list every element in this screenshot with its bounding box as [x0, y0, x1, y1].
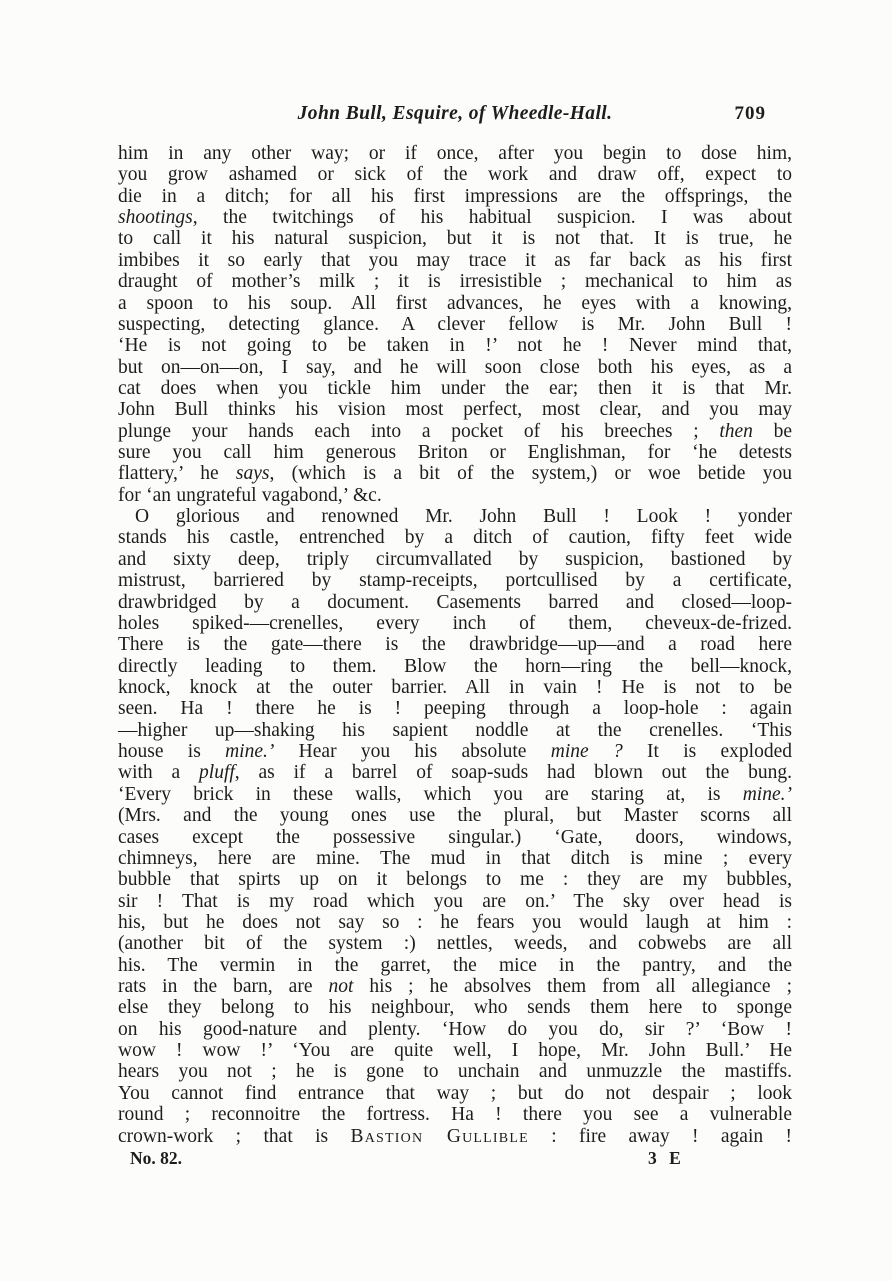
body-text-segment: It is exploded	[622, 741, 792, 763]
text-line	[118, 314, 792, 335]
italic-text: not	[328, 976, 354, 998]
text-line	[118, 1083, 792, 1104]
text-line	[118, 784, 792, 805]
body-text-segment: but on—on—on, I say, and he will soon close both his eyes, as a	[118, 356, 792, 378]
text-line	[118, 399, 792, 420]
text-line	[118, 891, 792, 912]
text-line	[118, 741, 792, 762]
page-body-text	[118, 143, 792, 1147]
body-text-segment: him in any other way; or if once, after you begin to dose him,	[118, 143, 792, 164]
body-text-segment: hears you not ; he is gone to unchain and unmuzzle the mastiffs.	[118, 1061, 792, 1083]
body-text-segment: with a	[118, 762, 200, 784]
body-text-segment: chimneys, here are mine. The mud in that ditch is mine ; every	[118, 847, 792, 869]
text-line	[118, 207, 792, 228]
text-line	[118, 186, 792, 207]
body-text-segment: suspecting, detecting glance. A clever fellow is Mr. John Bull !	[118, 313, 792, 335]
text-line	[118, 143, 792, 164]
italic-text: mine.’	[742, 783, 792, 805]
text-line	[118, 570, 792, 591]
body-text-segment: to call it his natural suspicion, but it is not that. It is true, he	[118, 228, 792, 250]
text-line	[118, 805, 792, 826]
text-line	[118, 485, 792, 506]
text-line	[118, 442, 792, 463]
text-line	[118, 1126, 792, 1147]
body-text-segment: on his good-nature and plenty. ‘How do you do, sir ?’ ‘Bow !	[118, 1018, 792, 1040]
text-line	[118, 293, 792, 314]
body-text-segment: round ; reconnoitre the fortress. Ha ! there you see a vulnerable	[118, 1104, 792, 1126]
body-text-segment: —higher up—shaking his sapient noddle at the crenelles. ‘This	[118, 719, 792, 741]
body-text-segment: O glorious and renowned Mr. John Bull ! Look ! yonder	[135, 506, 792, 528]
body-text-segment: knock, knock at the outer barrier. All in vain ! He is not to be	[118, 676, 792, 698]
text-block	[118, 103, 792, 1147]
body-text-segment: : fire away ! again !	[528, 1125, 792, 1147]
body-text-segment: ‘Every brick in these walls, which you are staring at, is	[118, 783, 743, 805]
body-text-segment: you grow ashamed or sick of the work and draw off, expect to	[118, 164, 792, 186]
body-text-segment: ‘He is not going to be taken in !’ not he ! Never mind that,	[118, 335, 792, 357]
text-line	[118, 720, 792, 741]
body-text-segment: his. The vermin in the garret, the mice in the pantry, and the	[118, 954, 792, 976]
italic-text: shootings	[118, 207, 193, 229]
body-text-segment: directly leading to them. Blow the horn—ring the bell—knock,	[118, 655, 792, 677]
body-text-segment: be	[752, 420, 792, 442]
body-text-segment: rats in the barn, are	[118, 976, 329, 998]
text-line	[118, 955, 792, 976]
text-line	[118, 848, 792, 869]
body-text-segment: plunge your hands each into a pocket of his breeches ;	[118, 420, 720, 442]
body-text-segment: (another bit of the system :) nettles, weeds, and cobwebs are all	[118, 933, 792, 955]
page-header	[118, 103, 792, 143]
text-line	[118, 698, 792, 719]
text-line	[118, 933, 792, 954]
text-line	[118, 228, 792, 249]
body-text-segment: crown-work ; that is	[118, 1125, 351, 1147]
page-number: 709	[734, 103, 766, 124]
text-line	[118, 976, 792, 997]
body-text-segment: a spoon to his soup. All first advances, he eyes with a knowing,	[118, 292, 792, 314]
body-text-segment: sure you call him generous Briton or Englishman, for ‘he detests	[118, 442, 792, 464]
text-line	[118, 656, 792, 677]
body-text-segment: , as if a barrel of soap-suds had blown out the bung.	[234, 762, 792, 784]
body-text-segment: drawbridged by a document. Casements barred and closed—loop-	[118, 591, 792, 613]
body-text-segment: holes spiked-—crenelles, every inch of them, cheveux-de-frized.	[118, 612, 792, 634]
italic-text: says	[235, 463, 270, 485]
body-text-segment: stands his castle, entrenched by a ditch of caution, fifty feet wide	[118, 527, 792, 549]
text-line	[118, 164, 792, 185]
text-line	[118, 463, 792, 484]
body-text-segment: , (which is a bit of the system,) or woe betide you	[269, 463, 792, 485]
running-title: John Bull, Esquire, of Wheedle-Hall.	[297, 103, 613, 124]
body-text-segment: bubble that spirts up on it belongs to me : they are my bubbles,	[118, 869, 792, 891]
body-text-segment: cat does when you tickle him under the ear; then it is that Mr.	[118, 377, 792, 399]
italic-text: pluff	[199, 762, 235, 784]
text-line	[118, 677, 792, 698]
body-text-segment: cases except the possessive singular.) ‘Gate, doors, windows,	[118, 826, 792, 848]
text-line	[118, 357, 792, 378]
text-line	[118, 421, 792, 442]
body-text-segment: You cannot find entrance that way ; but do not despair ; look	[118, 1082, 792, 1104]
text-line	[118, 378, 792, 399]
body-text-segment: (Mrs. and the young ones use the plural, but Master scorns all	[118, 805, 792, 827]
text-line	[118, 1061, 792, 1082]
text-line	[118, 1040, 792, 1061]
text-line	[118, 335, 792, 356]
body-text-segment: else they belong to his neighbour, who sends them here to sponge	[118, 997, 792, 1019]
text-line	[118, 613, 792, 634]
body-text-segment: house is	[118, 741, 226, 763]
body-text-segment: his, but he does not say so : he fears you would laugh at him :	[118, 911, 792, 933]
text-line	[118, 250, 792, 271]
text-line	[118, 592, 792, 613]
body-text-segment: imbibes it so early that you may trace it as far back as his first	[118, 249, 792, 271]
body-text-segment: There is the gate—there is the drawbridge—up—and a road here	[118, 634, 792, 656]
body-text-segment: sir ! That is my road which you are on.’ The sky over head is	[118, 890, 792, 912]
text-line	[118, 271, 792, 292]
body-text-segment: for ‘an ungrateful vagabond,’ &c.	[118, 484, 382, 506]
issue-number: No. 82.	[130, 1148, 183, 1168]
text-line	[118, 762, 792, 783]
text-line	[118, 549, 792, 570]
body-text-segment: Hear you his absolute	[274, 741, 551, 763]
body-text-segment: and sixty deep, triply circumvallated by suspicion, bastioned by	[118, 548, 792, 570]
text-line	[118, 869, 792, 890]
body-text-segment: flattery,’ he	[118, 463, 236, 485]
body-text-segment: draught of mother’s milk ; it is irresistible ; mechanical to him as	[118, 271, 792, 293]
signature-mark: 3 E	[648, 1148, 685, 1168]
body-text-segment: , the twitchings of his habitual suspicion. I was about	[192, 207, 792, 229]
text-line	[118, 997, 792, 1018]
page-footer	[118, 1148, 792, 1172]
text-line	[118, 527, 792, 548]
italic-text: mine ?	[550, 741, 623, 763]
small-caps-text: Bastion Gullible	[350, 1125, 529, 1147]
text-line	[118, 827, 792, 848]
italic-text: then	[719, 420, 753, 442]
text-line	[118, 1104, 792, 1125]
body-text-segment: his ; he absolves them from all allegiance ;	[353, 976, 792, 998]
body-text-segment: wow ! wow !’ ‘You are quite well, I hope, Mr. John Bull.’ He	[118, 1040, 792, 1062]
body-text-segment: John Bull thinks his vision most perfect, most clear, and you may	[118, 399, 792, 421]
italic-text: mine.’	[225, 741, 275, 763]
text-line	[118, 634, 792, 655]
body-text-segment: die in a ditch; for all his first impressions are the offsprings, the	[118, 185, 792, 207]
body-text-segment: seen. Ha ! there he is ! peeping through a loop-hole : again	[118, 698, 792, 720]
text-line	[118, 1019, 792, 1040]
text-line	[118, 912, 792, 933]
text-line	[118, 506, 792, 527]
body-text-segment: mistrust, barriered by stamp-receipts, portcullised by a certificate,	[118, 570, 792, 592]
